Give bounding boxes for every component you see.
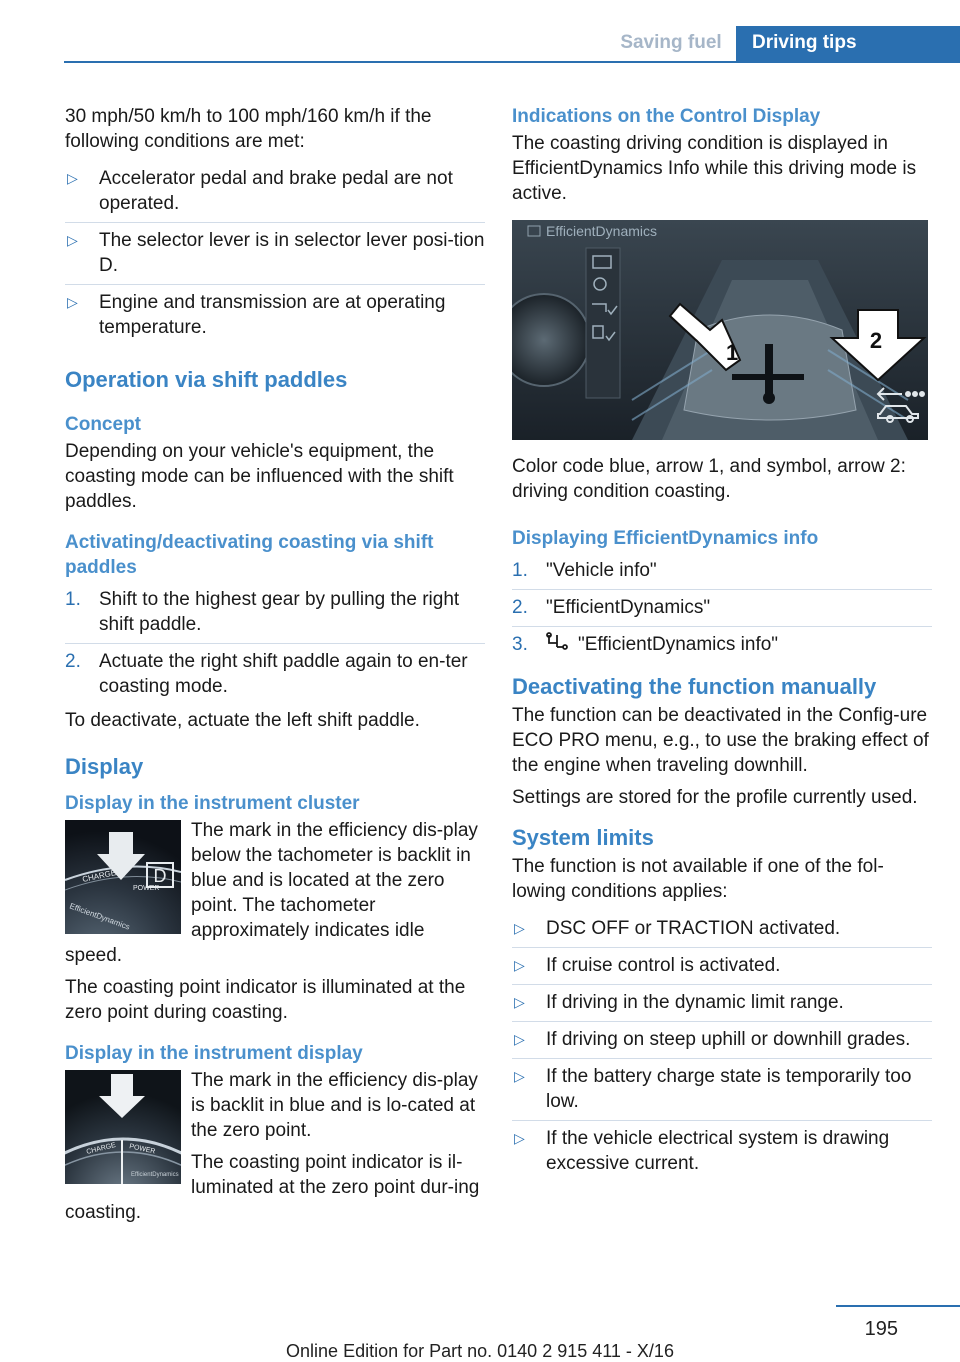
list-item: [512, 911, 932, 948]
subheading-cluster: Display in the instrument cluster: [65, 793, 360, 814]
step-text: "Vehicle info": [546, 560, 657, 581]
manual-text: The function can be deactivated in the Config‐ure ECO PRO menu, e.g., to use the braking effect of the engine when traveling downhill.: [512, 705, 929, 777]
charge-label: CHARGE: [81, 868, 117, 884]
conditions-list: [65, 161, 485, 346]
section-heading-limits: System limits: [512, 825, 654, 851]
list-item-text: If cruise control is activated.: [546, 955, 781, 977]
cluster-text: The mark in the efficiency dis‐play below the tachometer is backlit in blue and is located at the zero point. The tachometer approximately indicates idle speed.: [65, 820, 478, 966]
triangle-bullet-icon: ▷: [67, 294, 78, 310]
step-text: "EfficientDynamics": [546, 597, 711, 618]
limits-text: The function is not available if one of the fol‐lowing conditions applies:: [512, 856, 884, 903]
instrument-display-text-1: The mark in the efficiency dis‐play is backlit in blue and is lo‐cated at the zero point.: [191, 1070, 478, 1141]
step-number: 1.: [65, 589, 81, 610]
list-item-text: Engine and transmission are at operating temperature.: [99, 292, 446, 338]
step-number: 2.: [512, 597, 528, 618]
edition-footer: Online Edition for Part no. 0140 2 915 411 - X/16: [286, 1341, 674, 1361]
list-item: [65, 161, 485, 223]
route-icon: [546, 632, 568, 657]
triangle-bullet-icon: ▷: [67, 232, 78, 248]
triangle-bullet-icon: ▷: [514, 1031, 525, 1048]
triangle-bullet-icon: ▷: [514, 994, 525, 1011]
list-item: [512, 553, 932, 590]
charge-label: CHARGE: [85, 1141, 117, 1156]
step-number: 1.: [512, 560, 528, 581]
triangle-bullet-icon: ▷: [514, 1068, 525, 1085]
edinfo-steps: [512, 553, 932, 663]
control-display-text: The coasting driving condition is displayed in EfficientDynamics Info while this driving mode is active.: [512, 133, 917, 204]
subheading-edinfo: Displaying EfficientDynamics info: [512, 528, 819, 549]
subheading-instrument-display: Display in the instrument display: [65, 1043, 363, 1064]
limits-list: [512, 911, 932, 1182]
gear-indicator-label: D: [153, 866, 167, 886]
list-item-text: DSC OFF or TRACTION activated.: [546, 918, 841, 940]
deactivate-text: To deactivate, actuate the left shift paddle.: [65, 710, 420, 731]
step-text: Actuate the right shift paddle again to en‐ter coasting mode.: [99, 651, 468, 697]
power-label: POWER: [133, 885, 160, 892]
subheading-control-display: Indications on the Control Display: [512, 106, 821, 127]
triangle-bullet-icon: ▷: [67, 170, 78, 186]
list-item-text: If driving on steep uphill or downhill grades.: [546, 1029, 911, 1051]
list-item-text: If driving in the dynamic limit range.: [546, 992, 844, 1014]
arrow-1-label: 1: [726, 340, 739, 365]
power-label: POWER: [128, 1143, 156, 1156]
list-item-text: If the vehicle electrical system is drawing excessive current.: [546, 1128, 890, 1175]
brand-label: EfficientDynamics: [131, 1172, 179, 1178]
subheading-activating: Activating/deactivating coasting via shift paddles: [65, 532, 434, 578]
cluster-text-2: The coasting point indicator is illuminated at the zero point during coasting.: [65, 977, 466, 1023]
right-column: [512, 104, 932, 1182]
efficientdynamics-screen-image: [512, 220, 928, 440]
step-text: Shift to the highest gear by pulling the right shift paddle.: [99, 589, 460, 635]
list-item: [512, 627, 932, 663]
triangle-bullet-icon: ▷: [514, 920, 525, 937]
brand-label: EfficientDynamics: [68, 901, 132, 932]
list-item: [65, 582, 485, 644]
triangle-bullet-icon: ▷: [514, 957, 525, 974]
section-heading-shift-paddles: Operation via shift paddles: [65, 367, 348, 392]
tab-driving-tips[interactable]: Driving tips: [736, 26, 960, 62]
list-item-text: Accelerator pedal and brake pedal are not operated.: [99, 168, 453, 214]
page-number: 195: [864, 1318, 898, 1340]
step-number: 3.: [512, 634, 528, 655]
subheading-concept: Concept: [65, 414, 141, 435]
list-item: [512, 1121, 932, 1182]
list-item: [512, 590, 932, 627]
list-item-text: If the battery charge state is temporarily too low.: [546, 1066, 912, 1113]
manual-text-2: Settings are stored for the profile currently used.: [512, 787, 918, 809]
step-number: 2.: [65, 651, 81, 672]
list-item: [512, 1022, 932, 1059]
cluster-display-image: [65, 820, 181, 934]
arrow-2-label: 2: [869, 328, 883, 353]
instrument-display-image: [65, 1070, 181, 1184]
list-item: [65, 285, 485, 346]
footer-rule: [836, 1305, 960, 1307]
intro-text: 30 mph/50 km/h to 100 mph/160 km/h if the following conditions are met:: [65, 106, 432, 152]
list-item: [65, 223, 485, 285]
concept-text: Depending on your vehicle's equipment, the coasting mode can be influenced with the shift paddles.: [65, 441, 454, 512]
tab-saving-fuel[interactable]: Saving fuel: [620, 32, 722, 53]
activate-steps: [65, 582, 485, 705]
header-rule: [64, 61, 960, 63]
instrument-display-text-2: The coasting point indicator is il‐luminated at the zero point dur‐ing coasting.: [65, 1152, 480, 1223]
list-item-text: The selector lever is in selector lever posi‐tion D.: [99, 230, 485, 276]
header-tabs: [606, 26, 960, 62]
list-item: [512, 985, 932, 1022]
screen-caption: Color code blue, arrow 1, and symbol, arrow 2: driving condition coasting.: [512, 456, 906, 502]
screen-title: EfficientDynamics: [546, 223, 658, 239]
left-column: [65, 104, 485, 1232]
step-text: "EfficientDynamics info": [578, 634, 779, 655]
list-item: [65, 644, 485, 705]
section-heading-manual: Deactivating the function manually: [512, 674, 877, 700]
list-item: [512, 948, 932, 985]
triangle-bullet-icon: ▷: [514, 1130, 525, 1147]
section-heading-display: Display: [65, 754, 144, 779]
list-item: [512, 1059, 932, 1121]
